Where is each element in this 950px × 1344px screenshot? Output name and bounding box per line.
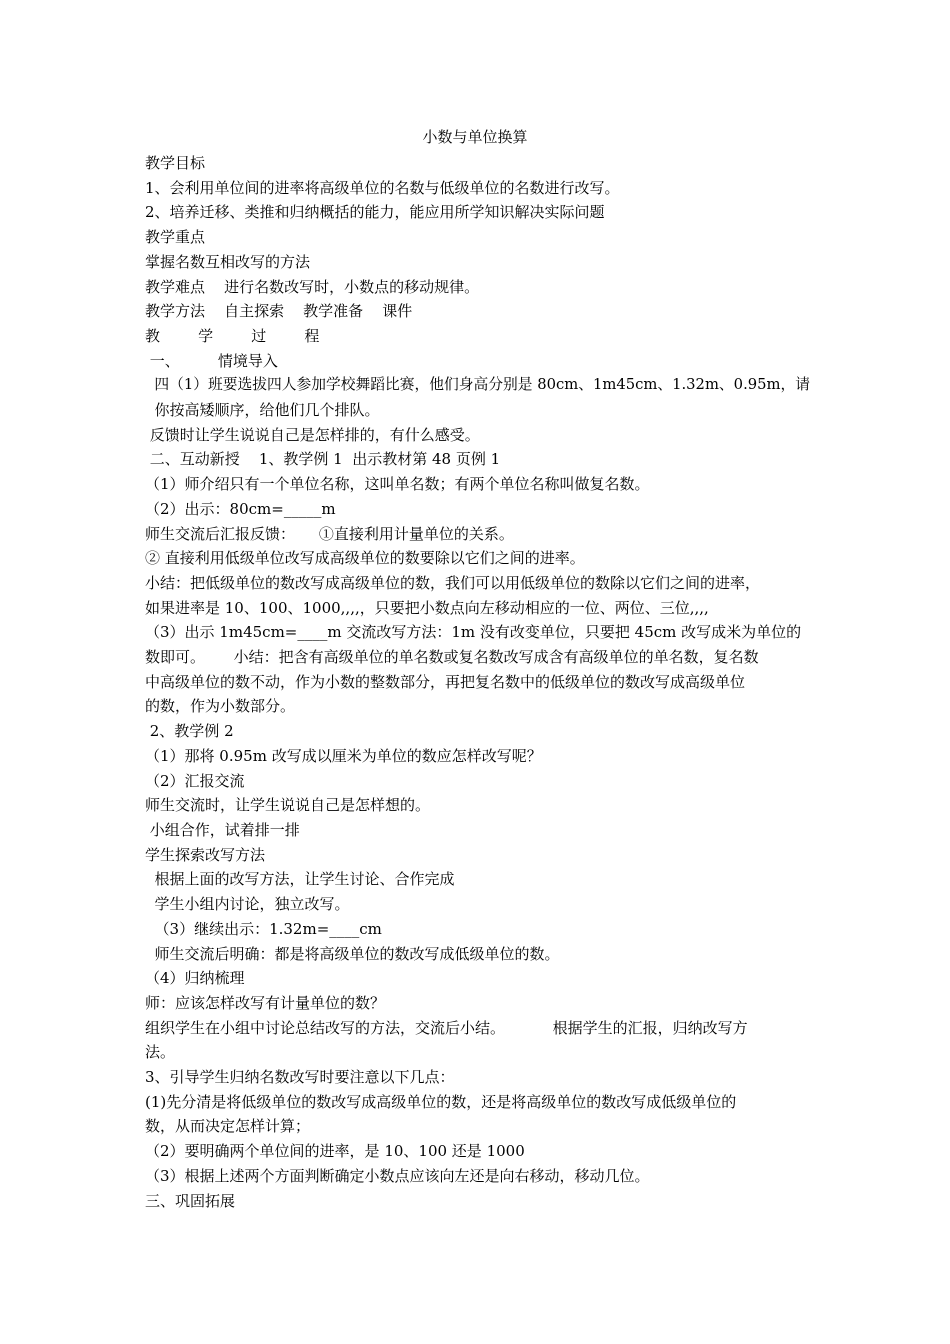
paragraph-line: 师生交流时，让学生说说自己是怎样想的。 xyxy=(145,796,431,815)
paragraph-line: 数即可。 小结：把含有高级单位的单名数或复名数改写成含有高级单位的单名数，复名数 xyxy=(145,648,759,667)
paragraph-line: 中高级单位的数不动，作为小数的整数部分，再把复名数中的低级单位的数改写成高级单位 xyxy=(145,672,746,691)
paragraph-line: 数，从而决定怎样计算； xyxy=(145,1117,311,1136)
example-2-heading: 2、教学例 2 xyxy=(145,722,234,741)
goal-1: 1、会利用单位间的进率将高级单位的名数与低级单位的名数进行改写。 xyxy=(145,178,620,197)
document-title: 小数与单位换算 xyxy=(422,128,528,146)
paragraph-line: 如果进率是 10、100、1000,,,,，只要把小数点向左移动相应的一位、两位、三位,,,, xyxy=(145,598,709,617)
paragraph-line: 师：应该怎样改写有计量单位的数？ xyxy=(145,993,386,1012)
paragraph-line: （2）汇报交流 xyxy=(145,771,245,790)
document-body xyxy=(145,151,810,1213)
goal-2: 2、培养迁移、类推和归纳概括的能力，能应用所学知识解决实际问题 xyxy=(145,203,605,222)
paragraph-line: （2）要明确两个单位间的进率，是 10、100 还是 1000 xyxy=(145,1142,525,1161)
heading-key-points: 教学重点 xyxy=(145,228,206,247)
paragraph-line: 学生探索改写方法 xyxy=(145,845,266,864)
paragraph-line: （4）归纳梳理 xyxy=(145,969,245,988)
paragraph-line: 小组合作，试着排一排 xyxy=(145,820,300,839)
paragraph-line: ② 直接利用低级单位改写成高级单位的数要除以它们之间的进率。 xyxy=(145,549,585,568)
paragraph-line: 组织学生在小组中讨论总结改写的方法，交流后小结。 根据学生的汇报，归纳改写方 xyxy=(145,1018,748,1037)
paragraph-line: 学生小组内讨论，独立改写。 xyxy=(145,895,350,914)
paragraph-line: 师生交流后明确：都是将高级单位的数改写成低级单位的数。 xyxy=(145,944,560,963)
difficulty-line: 教学难点 进行名数改写时，小数点的移动规律。 xyxy=(145,277,480,296)
key-point: 掌握名数互相改写的方法 xyxy=(145,252,311,271)
section-1-heading: 一、 情境导入 xyxy=(145,351,278,370)
paragraph-line: 的数，作为小数部分。 xyxy=(145,697,296,716)
paragraph-line: 师生交流后汇报反馈： ①直接利用计量单位的关系。 xyxy=(145,524,514,543)
paragraph-line: （3）出示 1m45cm=____m 交流改写方法：1m 没有改变单位，只要把 45cm 改写成米为单位的 xyxy=(145,623,802,642)
method-line: 教学方法 自主探索 教学准备 课件 xyxy=(145,302,413,321)
heading-process: 教 学 过 程 xyxy=(145,326,320,345)
paragraph-line: 反馈时让学生说说自己是怎样排的，有什么感受。 xyxy=(145,425,480,444)
paragraph-line: 小结：把低级单位的数改写成高级单位的数，我们可以用低级单位的数除以它们之间的进率， xyxy=(145,573,761,592)
paragraph-line: （3）继续出示：1.32m=____cm xyxy=(145,919,382,938)
paragraph-line: （3）根据上述两个方面判断确定小数点应该向左还是向右移动，移动几位。 xyxy=(145,1166,650,1185)
section-2-heading: 二、互动新授 1、教学例 1 出示教材第 48 页例 1 xyxy=(145,450,501,469)
paragraph-line: 四（1）班要选拔四人参加学校舞蹈比赛，他们身高分别是 80cm、1m45cm、1.32m、0.95m，请 xyxy=(145,376,811,394)
heading-teaching-goals: 教学目标 xyxy=(145,154,206,172)
paragraph-line: （2）出示：80cm=_____m xyxy=(145,499,336,518)
paragraph-line: （1）那将 0.95m 改写成以厘米为单位的数应怎样改写呢？ xyxy=(145,746,542,765)
paragraph-line: (1)先分清是将低级单位的数改写成高级单位的数，还是将高级单位的数改写成低级单位的 xyxy=(145,1092,737,1111)
paragraph-line: 3、引导学生归纳名数改写时要注意以下几点： xyxy=(145,1068,455,1087)
paragraph-line: 根据上面的改写方法，让学生讨论、合作完成 xyxy=(145,870,455,889)
paragraph-line: （1）师介绍只有一个单位名称，这叫单名数；有两个单位名称叫做复名数。 xyxy=(145,475,650,494)
section-3-heading: 三、巩固拓展 xyxy=(145,1191,236,1210)
paragraph-line: 法。 xyxy=(145,1043,176,1062)
paragraph-line: 你按高矮顺序，给他们几个排队。 xyxy=(145,401,380,420)
